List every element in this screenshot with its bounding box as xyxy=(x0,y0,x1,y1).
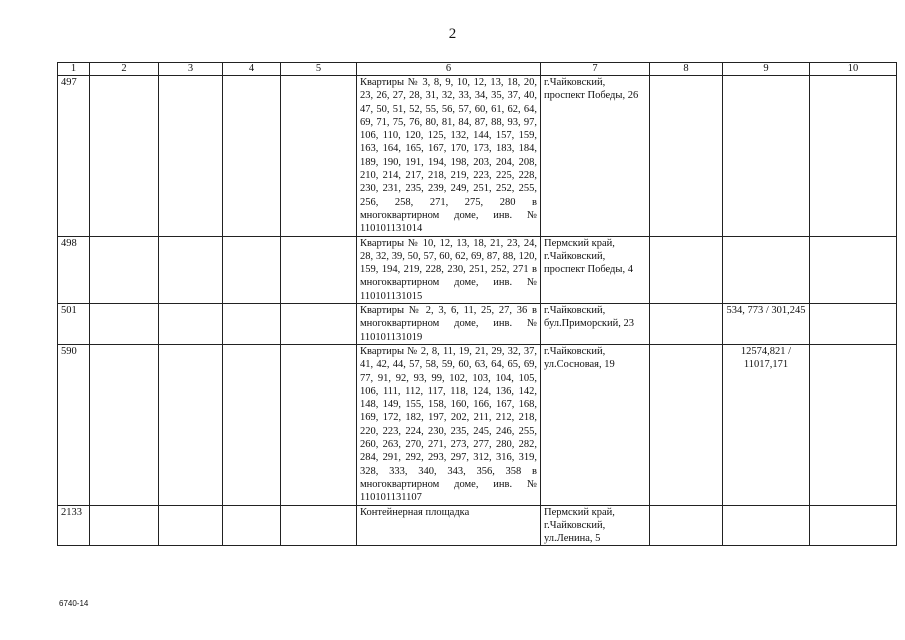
col-header-6: 6 xyxy=(357,63,541,76)
cell-col-3 xyxy=(159,304,223,345)
cell-col-2 xyxy=(90,304,159,345)
cell-col-3 xyxy=(159,236,223,303)
document-code: 6740-14 xyxy=(59,599,89,608)
col-header-10: 10 xyxy=(810,63,897,76)
col-header-3: 3 xyxy=(159,63,223,76)
col-header-5: 5 xyxy=(281,63,357,76)
cell-col-8 xyxy=(650,505,723,546)
col-header-1: 1 xyxy=(58,63,90,76)
property-address: Пермский край, г.Чайковский, ул.Ленина, 5 xyxy=(541,505,650,546)
cell-col-4 xyxy=(223,344,281,505)
property-description: Квартиры № 2, 3, 6, 11, 25, 27, 36 в многоквартирном доме, инв. № 110101131019 xyxy=(357,304,541,345)
cell-col-2 xyxy=(90,236,159,303)
cell-col-2 xyxy=(90,505,159,546)
row-number: 498 xyxy=(58,236,90,303)
property-value: 12574,821 / 11017,171 xyxy=(723,344,810,505)
property-address: г.Чайковский, проспект Победы, 26 xyxy=(541,76,650,237)
property-address: г.Чайковский, бул.Приморский, 23 xyxy=(541,304,650,345)
property-description: Квартиры № 10, 12, 13, 18, 21, 23, 24, 28, 32, 39, 50, 57, 60, 62, 69, 87, 88, 120, 159, 194, 219, 228, 230, 251, 252, 271 в многоквартирном доме, инв. № 110101131015 xyxy=(357,236,541,303)
cell-col-10 xyxy=(810,344,897,505)
cell-col-4 xyxy=(223,236,281,303)
col-header-7: 7 xyxy=(541,63,650,76)
property-description: Контейнерная площадка xyxy=(357,505,541,546)
cell-col-4 xyxy=(223,505,281,546)
page-number: 2 xyxy=(448,26,457,42)
property-address: Пермский край, г.Чайковский, проспект Победы, 4 xyxy=(541,236,650,303)
col-header-4: 4 xyxy=(223,63,281,76)
cell-col-10 xyxy=(810,505,897,546)
table-row xyxy=(58,505,897,546)
cell-col-4 xyxy=(223,304,281,345)
col-header-9: 9 xyxy=(723,63,810,76)
cell-col-5 xyxy=(281,76,357,237)
cell-col-8 xyxy=(650,304,723,345)
cell-col-10 xyxy=(810,76,897,237)
row-number: 2133 xyxy=(58,505,90,546)
cell-col-3 xyxy=(159,344,223,505)
cell-col-5 xyxy=(281,505,357,546)
property-value xyxy=(723,505,810,546)
cell-col-8 xyxy=(650,76,723,237)
cell-col-4 xyxy=(223,76,281,237)
cell-col-8 xyxy=(650,344,723,505)
property-description: Квартиры № 3, 8, 9, 10, 12, 13, 18, 20, 23, 26, 27, 28, 31, 32, 33, 34, 35, 37, 40, 47, 50, 51, 52, 55, 56, 57, 60, 61, 62, 64, 69, 71, 75, 76, 80, 81, 84, 87, 88, 93, 97, 106, 110, 120, 125, 132, 144, 157, 159, 163, 164, 165, 167, 170, 173, 183, 184, 189, 190, 191, 194, 198, 203, 204, 208, 210, 214, 217, 218, 219, 223, 225, 228, 230, 231, 235, 239, 249, 251, 252, 255, 256, 258, 271, 275, 280 в многоквартирном доме, инв. № 110101131014 xyxy=(357,76,541,237)
row-number: 497 xyxy=(58,76,90,237)
cell-col-3 xyxy=(159,76,223,237)
table-row xyxy=(58,76,897,237)
property-value xyxy=(723,236,810,303)
col-header-2: 2 xyxy=(90,63,159,76)
cell-col-5 xyxy=(281,236,357,303)
cell-col-10 xyxy=(810,236,897,303)
property-register-table xyxy=(57,62,897,546)
cell-col-10 xyxy=(810,304,897,345)
table-row xyxy=(58,344,897,505)
cell-col-5 xyxy=(281,344,357,505)
table-row xyxy=(58,236,897,303)
property-description: Квартиры № 2, 8, 11, 19, 21, 29, 32, 37, 41, 42, 44, 57, 58, 59, 60, 63, 64, 65, 69, 77, 91, 92, 93, 99, 102, 103, 104, 105, 106, 111, 112, 117, 118, 124, 136, 142, 148, 149, 155, 158, 160, 166, 167, 168, 169, 172, 182, 197, 202, 211, 212, 218, 220, 223, 224, 230, 235, 245, 246, 255, 260, 263, 270, 271, 273, 277, 280, 282, 284, 291, 292, 293, 297, 312, 316, 319, 328, 333, 340, 343, 356, 358 в многоквартирном доме, инв. № 110101131107 xyxy=(357,344,541,505)
property-address: г.Чайковский, ул.Сосновая, 19 xyxy=(541,344,650,505)
table-row xyxy=(58,304,897,345)
cell-col-2 xyxy=(90,344,159,505)
col-header-8: 8 xyxy=(650,63,723,76)
cell-col-3 xyxy=(159,505,223,546)
cell-col-2 xyxy=(90,76,159,237)
header-row xyxy=(58,63,897,76)
cell-col-8 xyxy=(650,236,723,303)
property-value xyxy=(723,76,810,237)
row-number: 501 xyxy=(58,304,90,345)
cell-col-5 xyxy=(281,304,357,345)
property-value: 534, 773 / 301,245 xyxy=(723,304,810,345)
row-number: 590 xyxy=(58,344,90,505)
